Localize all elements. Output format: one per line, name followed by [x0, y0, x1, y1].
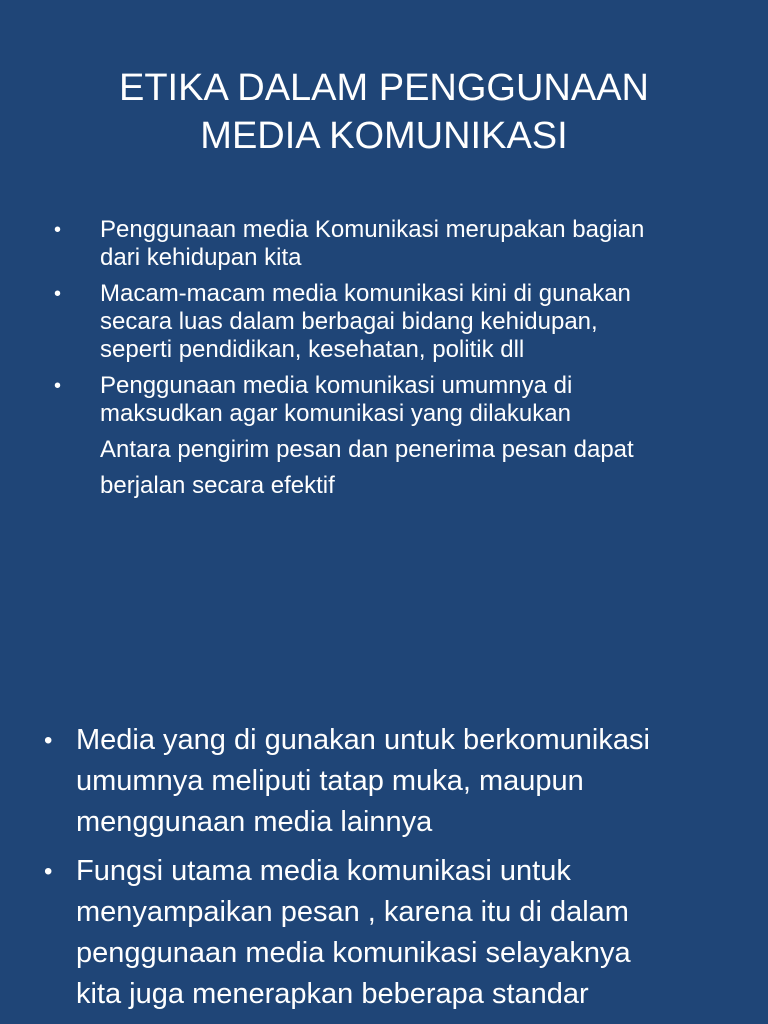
continuation-line-2: berjalan secara efektif [100, 472, 335, 499]
bullet-list-bottom [44, 720, 650, 1023]
list-item-line: Penggunaan media Komunikasi merupakan bagian [100, 216, 645, 243]
list-item [54, 372, 644, 428]
list-item-line: kita juga menerapkan beberapa standar [76, 978, 589, 1010]
continuation-line-1: Antara pengirim pesan dan penerima pesan dapat [100, 436, 634, 463]
bullet-icon: • [44, 727, 53, 754]
list-item-line: penggunaan media komunikasi selayaknya [76, 937, 631, 969]
slide-title-line-1: ETIKA DALAM PENGGUNAAN [118, 67, 649, 109]
list-item-line: secara luas dalam berbagai bidang kehidupan, [100, 308, 598, 335]
list-item-line: Media yang di gunakan untuk berkomunikasi [76, 724, 650, 756]
list-item-line: maksudkan agar komunikasi yang dilakukan [100, 400, 571, 427]
list-item-line: menggunaan media lainnya [76, 806, 433, 838]
bullet-icon: • [44, 858, 53, 885]
list-item [54, 216, 645, 272]
list-item-line: Fungsi utama media komunikasi untuk [76, 855, 571, 887]
list-item-line: dari kehidupan kita [100, 244, 302, 271]
list-item [54, 280, 644, 364]
list-item-line: umumnya meliputi tatap muka, maupun [76, 765, 584, 797]
bullet-icon: • [54, 283, 62, 305]
list-item-line: Macam-macam media komunikasi kini di gunakan [100, 280, 631, 307]
list-item-line: menyampaikan pesan , karena itu di dalam [76, 896, 629, 928]
bullet-icon: • [54, 375, 62, 397]
list-item [44, 851, 650, 1015]
slide-title-line-2: MEDIA KOMUNIKASI [200, 115, 568, 157]
slide-title [0, 64, 768, 160]
bullet-list-top [54, 216, 645, 436]
list-item [44, 720, 650, 843]
list-item-line: seperti pendidikan, kesehatan, politik dll [100, 336, 525, 363]
bullet-icon: • [54, 219, 62, 241]
list-item-line: Penggunaan media komunikasi umumnya di [100, 372, 573, 399]
